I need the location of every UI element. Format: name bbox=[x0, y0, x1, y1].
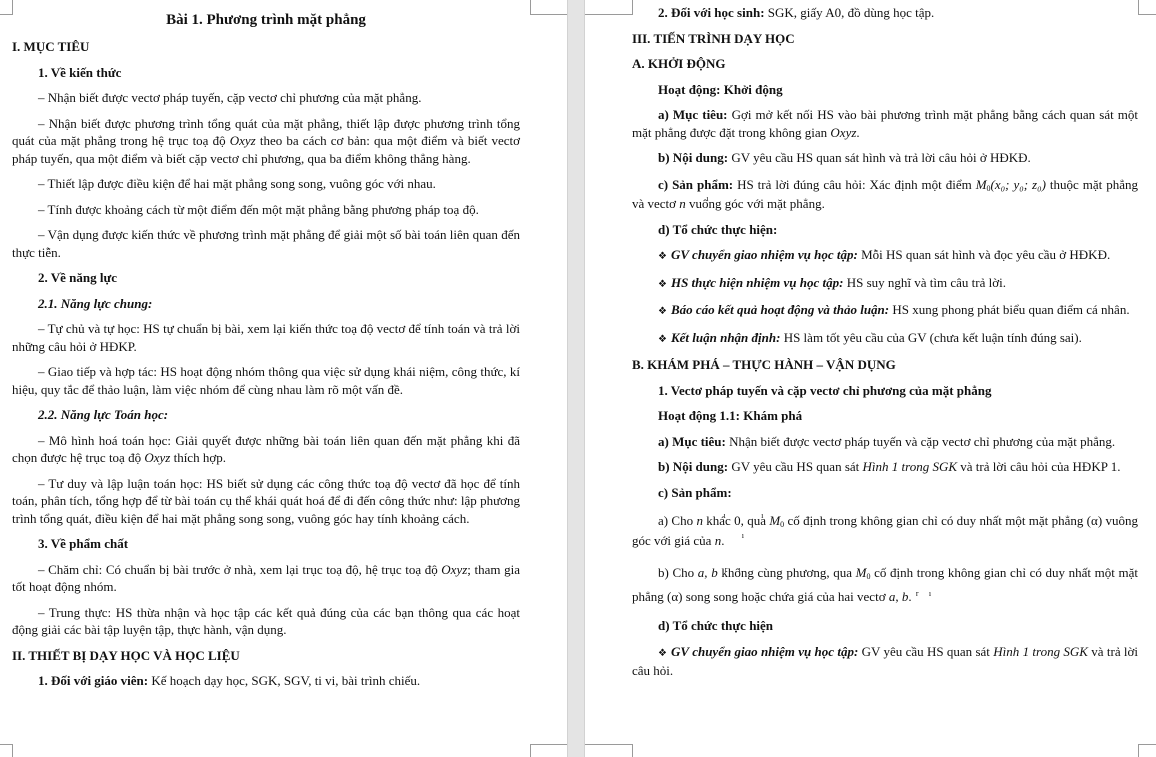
paragraph[interactable] bbox=[632, 458, 1138, 476]
crop-mark bbox=[530, 744, 567, 757]
page-body bbox=[12, 0, 520, 690]
label: Kết luận nhận định: bbox=[670, 329, 781, 345]
paragraph[interactable] bbox=[12, 115, 520, 168]
paragraph[interactable]: – Tính được khoảng cách từ một điểm đến một mặt phẳng bằng phương pháp toạ độ. bbox=[38, 201, 479, 217]
step-item[interactable] bbox=[632, 301, 1138, 321]
label: c) Sản phẩm: bbox=[658, 176, 734, 192]
page-body bbox=[632, 0, 1138, 680]
text: và trả lời câu hỏi của HĐKP 1. bbox=[957, 459, 1121, 474]
subheading-nang-luc-chung[interactable]: 2.1. Năng lực chung: bbox=[38, 295, 153, 311]
text: b) Cho bbox=[658, 565, 698, 580]
label: Báo cáo kết quả hoạt động và thảo luận: bbox=[670, 302, 890, 317]
text: vuông góc với mặt phẳng. bbox=[685, 195, 825, 211]
paragraph[interactable] bbox=[632, 149, 1138, 167]
text: – Chăm chỉ: Có chuẩn bị bài trước ở nhà, xem lại trục toạ độ, hệ trục toạ độ bbox=[38, 561, 442, 577]
text: Nhận biết được vectơ pháp tuyến và cặp vectơ chỉ phương của mặt phẳng. bbox=[725, 433, 1116, 449]
text: GV yêu cầu HS quan sát bbox=[858, 643, 994, 659]
activity-heading[interactable]: Hoạt động: Khởi động bbox=[658, 81, 783, 97]
label: GV chuyển giao nhiệm vụ học tập: bbox=[670, 247, 858, 262]
label: 1. Đối với giáo viên: bbox=[38, 673, 149, 688]
reference: Hình 1 trong SGK bbox=[993, 643, 1088, 659]
crop-mark bbox=[585, 0, 633, 15]
paragraph[interactable] bbox=[12, 432, 520, 467]
text: – Nhận biết được phương trình tổng quát của mặt phẳng, thiết lập được phương trình tổng quát của mặt phẳng trong hệ trục toạ độ bbox=[12, 115, 520, 148]
math-point-m: M bbox=[769, 513, 781, 528]
paragraph[interactable]: – Tự chủ và tự học: HS tự chuẩn bị bài, xem lại kiến thức toạ độ vectơ để tính toán và trả lời những câu hỏi ở HĐKP. bbox=[12, 321, 520, 354]
part-heading-khoi-dong[interactable]: A. KHỞI ĐỘNG bbox=[632, 56, 726, 71]
diamond-bullet-icon: ❖ bbox=[658, 306, 667, 317]
math-oxyz: Oxyz bbox=[441, 561, 468, 577]
math-subscript: 0 bbox=[986, 183, 991, 193]
section-heading-muc-tieu[interactable]: I. MỤC TIÊU bbox=[12, 39, 90, 54]
document-page-right bbox=[585, 0, 1156, 757]
math-vector-b: ı b bbox=[711, 565, 718, 580]
part-heading-kham-pha[interactable]: B. KHÁM PHÁ – THỰC HÀNH – VẬN DỤNG bbox=[632, 357, 896, 372]
text: không cùng phương, qua bbox=[717, 565, 856, 580]
text: Kế hoạch dạy học, SGK, SGV, ti vi, bài trình chiếu. bbox=[148, 673, 421, 688]
paragraph[interactable]: – Nhận biết được vectơ pháp tuyến, cặp vectơ chỉ phương của mặt phẳng. bbox=[38, 90, 422, 105]
text: thuộc mặt phẳng và vectơ bbox=[632, 176, 1138, 211]
text: GV yêu cầu HS quan sát hình và trả lời câu hỏi ở HĐKĐ. bbox=[728, 150, 1031, 165]
text: HS trả lời đúng câu hỏi: Xác định một điểm bbox=[733, 176, 976, 192]
step-item[interactable] bbox=[632, 329, 1138, 349]
subheading-to-chuc[interactable]: d) Tổ chức thực hiện bbox=[658, 618, 774, 633]
page-gutter bbox=[567, 0, 585, 757]
text: , qua bbox=[740, 513, 770, 528]
paragraph[interactable] bbox=[632, 4, 1138, 22]
math-vector-n: ı n bbox=[696, 513, 703, 528]
activity-heading[interactable]: Hoạt động 1.1: Khám phá bbox=[658, 408, 803, 423]
math-subscript: 0 bbox=[780, 520, 785, 529]
diamond-bullet-icon: ❖ bbox=[658, 278, 667, 290]
step-item[interactable] bbox=[632, 274, 1138, 294]
math-vector-n: ı n bbox=[679, 196, 686, 211]
paragraph[interactable] bbox=[632, 511, 1138, 551]
label: a) Mục tiêu: bbox=[658, 433, 726, 449]
text: HS suy nghĩ và tìm câu trả lời. bbox=[843, 274, 1006, 290]
crop-mark bbox=[0, 744, 13, 757]
text: . bbox=[856, 124, 860, 140]
subheading-pham-chat[interactable]: 3. Về phẩm chất bbox=[38, 536, 129, 551]
math-coordinates: (x₀; y₀; z₀) bbox=[990, 176, 1046, 192]
text: . bbox=[908, 589, 912, 604]
text: ; tham gia tốt hoạt động nhóm. bbox=[12, 561, 520, 594]
text: SGK, giấy A0, đồ dùng học tập. bbox=[764, 5, 935, 20]
label: b) Nội dung: bbox=[658, 150, 729, 165]
step-item[interactable] bbox=[632, 246, 1138, 266]
text: thích hợp. bbox=[170, 450, 226, 465]
math-subscript: 0 bbox=[866, 572, 871, 581]
paragraph[interactable]: – Trung thực: HS thừa nhận và học tập các kết quả đúng của các bạn thông qua các hoạt động giải các bài tập luyện tập, thực hành, vận dụng. bbox=[12, 604, 520, 637]
step-item[interactable] bbox=[632, 643, 1138, 680]
paragraph[interactable]: b) Cho r a, ı b không cùng phương, qua $M_0$ cố định trong không gian chỉ có duy nhất một mặt phẳng (α) song song hoặc chứa giá của hai vectơ r a, ı b. bbox=[632, 561, 1138, 609]
math-oxyz: Oxyz bbox=[830, 124, 857, 140]
text: Mỗi HS quan sát hình và đọc yêu cầu ở HĐKĐ. bbox=[857, 247, 1111, 262]
paragraph[interactable]: – Thiết lập được điều kiện để hai mặt phẳng song song, vuông góc với nhau. bbox=[38, 176, 436, 191]
text: HS xung phong phát biểu quan điểm cá nhân. bbox=[889, 302, 1130, 317]
text: và trả lời câu hỏi. bbox=[632, 643, 1139, 678]
paragraph[interactable]: – Giao tiếp và hợp tác: HS hoạt động nhóm thông qua việc sử dụng khái niệm, công thức, kí hiệu, quy tắc để thảo luận, làm việc nhóm để cùng nhau làm rõ một vấn đề. bbox=[12, 364, 520, 397]
label: b) Nội dung: bbox=[658, 459, 729, 474]
text: Gợi mở kết nối HS vào bài phương trình mặt phẳng bằng cách quan sát một mặt phẳng được đặt trong không gian bbox=[632, 107, 1138, 140]
reference: Hình 1 trong SGK bbox=[862, 459, 958, 474]
text: cố định trong không gian chỉ có duy nhất một mặt phẳng (α) vuông góc với giá của bbox=[632, 513, 1138, 548]
crop-mark bbox=[585, 744, 633, 757]
document-title[interactable]: Bài 1. Phương trình mặt phẳng bbox=[166, 12, 366, 28]
math-oxyz: Oxyz bbox=[144, 450, 171, 465]
math-vector-a: r a bbox=[698, 565, 705, 580]
paragraph[interactable] bbox=[632, 175, 1138, 213]
text: – Mô hình hoá toán học: Giải quyết được những bài toán liên quan đến mặt phẳng khi đã chọn được hệ trục toạ độ bbox=[12, 432, 520, 465]
paragraph[interactable]: – Vận dụng được kiến thức về phương trình mặt phẳng để giải một số bài toán liên quan đến thực tiễn. bbox=[12, 227, 520, 260]
text: HS làm tốt yêu cầu của GV (chưa kết luận tính đúng sai). bbox=[780, 329, 1082, 345]
subheading-nang-luc[interactable]: 2. Về năng lực bbox=[38, 270, 118, 285]
label: 2. Đối với học sinh: bbox=[658, 5, 765, 20]
document-page-left bbox=[0, 0, 567, 757]
text: theo ba cách cơ bản: qua một điểm và biết vectơ pháp tuyến, qua một điểm và biết cặp vectơ chỉ phương, qua ba điểm không thẳng hàng. bbox=[12, 133, 521, 166]
text: . bbox=[721, 533, 725, 548]
paragraph[interactable] bbox=[12, 561, 520, 596]
label: a) Mục tiêu: bbox=[658, 107, 728, 122]
math-vector-b: ı b bbox=[902, 589, 909, 604]
subheading-vecto[interactable]: 1. Vectơ pháp tuyến và cặp vectơ chỉ phương của mặt phẳng bbox=[658, 382, 992, 398]
diamond-bullet-icon: ❖ bbox=[658, 251, 667, 262]
paragraph[interactable]: – Tư duy và lập luận toán học: HS biết sử dụng các công thức toạ độ vectơ đã học để tính toán, phân tích, tổng hợp để từ bài toán cụ thể khái quát hoá để đi đến công thức như: lập phương trình tổng quát, điều kiện để hai mặt phẳng song song, vuông góc hay tính khoảng cách. bbox=[12, 475, 520, 526]
diamond-bullet-icon: ❖ bbox=[658, 647, 668, 659]
text: GV yêu cầu HS quan sát bbox=[728, 459, 863, 474]
section-heading-tien-trinh[interactable]: III. TIẾN TRÌNH DẠY HỌC bbox=[632, 30, 795, 46]
paragraph[interactable] bbox=[632, 433, 1138, 451]
subheading-to-chuc[interactable]: d) Tổ chức thực hiện: bbox=[658, 221, 778, 237]
crop-mark bbox=[1138, 0, 1156, 15]
subheading-kien-thuc[interactable]: 1. Về kiến thức bbox=[38, 64, 122, 80]
section-heading-thiet-bi[interactable]: II. THIẾT BỊ DẠY HỌC VÀ HỌC LIỆU bbox=[12, 647, 240, 663]
math-oxyz: Oxyz bbox=[229, 133, 256, 148]
label: GV chuyển giao nhiệm vụ học tập: bbox=[671, 643, 859, 659]
text: a) Cho bbox=[658, 513, 697, 528]
paragraph[interactable] bbox=[12, 672, 520, 690]
subheading-nang-luc-toan-hoc[interactable]: 2.2. Năng lực Toán học: bbox=[38, 407, 169, 422]
text: khác bbox=[702, 513, 735, 528]
math-vector-a: r a bbox=[889, 589, 896, 604]
diamond-bullet-icon: ❖ bbox=[658, 333, 667, 345]
label: HS thực hiện nhiệm vụ học tập: bbox=[670, 274, 844, 290]
math-point-m: M bbox=[975, 176, 987, 192]
paragraph[interactable] bbox=[632, 106, 1138, 141]
crop-mark bbox=[530, 0, 567, 15]
math-zero-vector: ı 0 bbox=[734, 513, 741, 528]
crop-mark bbox=[1138, 744, 1156, 757]
math-vector-n: ı n bbox=[715, 533, 722, 548]
text: cố định trong không gian chỉ có duy nhất một mặt phẳng (α) song song hoặc chứa giá của hai vectơ bbox=[632, 565, 1139, 604]
subheading-san-pham[interactable]: c) Sản phẩm: bbox=[658, 484, 732, 500]
math-point-m: M bbox=[855, 565, 867, 580]
